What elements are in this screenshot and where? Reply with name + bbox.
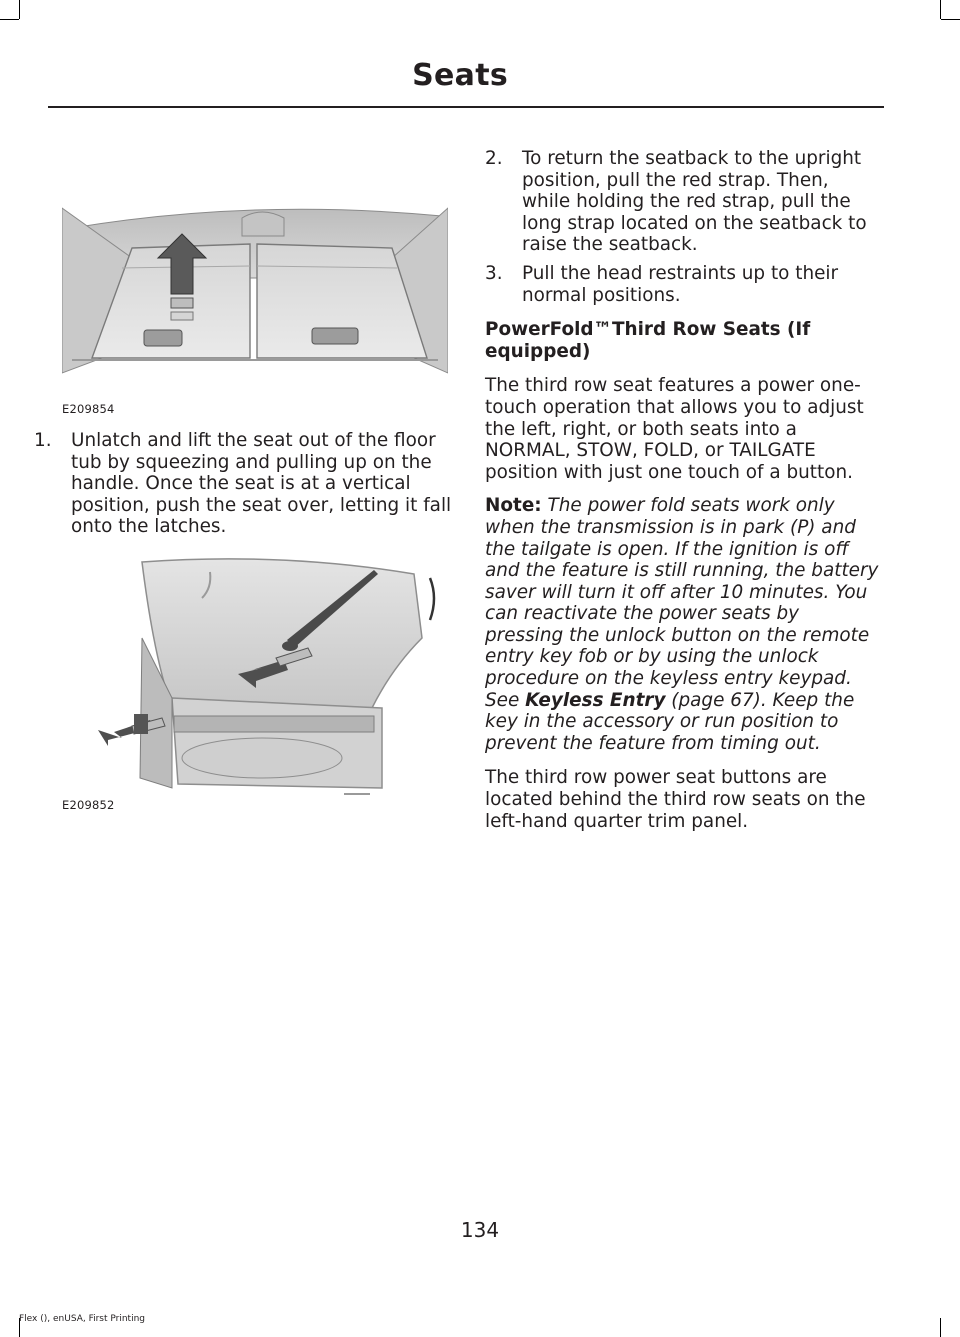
figure-cargo-floor [62,138,448,384]
section-heading: PowerFold™Third Row Seats (If equipped) [485,319,811,362]
seat-fold-illustration [62,548,448,802]
page-number: 134 [460,1218,500,1242]
step-number: 1. [34,430,52,451]
step-item [485,263,881,306]
figure-seat-fold [62,548,448,802]
step-list-left [34,430,462,538]
section-intro: The third row seat features a power one-touch operation that allows you to adjust the left, right, or both seats into a NORMAL, STOW, FOLD, or TAILGATE position with just one touch of a button. [485,375,864,483]
figure-code-bottom: E209852 [62,798,115,812]
right-column [485,148,881,832]
keyless-entry-link[interactable]: Keyless Entry [525,689,666,711]
note-paragraph [485,495,881,754]
note-text-before: The power fold seats work only when the transmission is in park (P) and the tailgate is open. If the ignition is off and the feature is still running, the battery saver will turn it off after 10 minutes. You can reactivate the power seats by pressing the unlock button on the remote entry key fob or by using the unlock procedure on the keyless entry keypad. See [485,495,879,711]
step-number: 3. [485,262,503,284]
crop-mark [0,19,19,20]
buttons-location-text: The third row power seat buttons are located behind the third row seats on the left-hand quarter trim panel. [485,767,866,832]
step-text: Unlatch and lift the seat out of the floor tub by squeezing and pulling up on the handle. Once the seat is at a vertical position, push the seat over, letting it fall onto the latches. [71,430,452,538]
crop-mark [940,0,941,19]
header-rule [48,106,884,108]
printing-info: Flex (), enUSA, First Printing [19,1314,145,1324]
crop-mark [941,19,960,20]
step-text: To return the seatback to the upright position, pull the red strap. Then, while holding the red strap, pull the long strap located on the seatback to raise the seatback. [522,148,867,256]
crop-mark [940,1318,941,1337]
cargo-floor-illustration [62,138,448,384]
step-item [485,148,881,256]
step-number: 2. [485,148,503,169]
note-label: Note: [485,495,542,517]
crop-mark [19,0,20,19]
figure-code-top: E209854 [62,402,115,416]
page-title: Seats [412,58,508,93]
step-item [34,430,462,538]
step-text: Pull the head restraints up to their normal positions. [522,262,839,306]
note-text-after: (page 67). Keep the key in the accessory or run position to prevent the feature from timing out. [485,689,855,754]
